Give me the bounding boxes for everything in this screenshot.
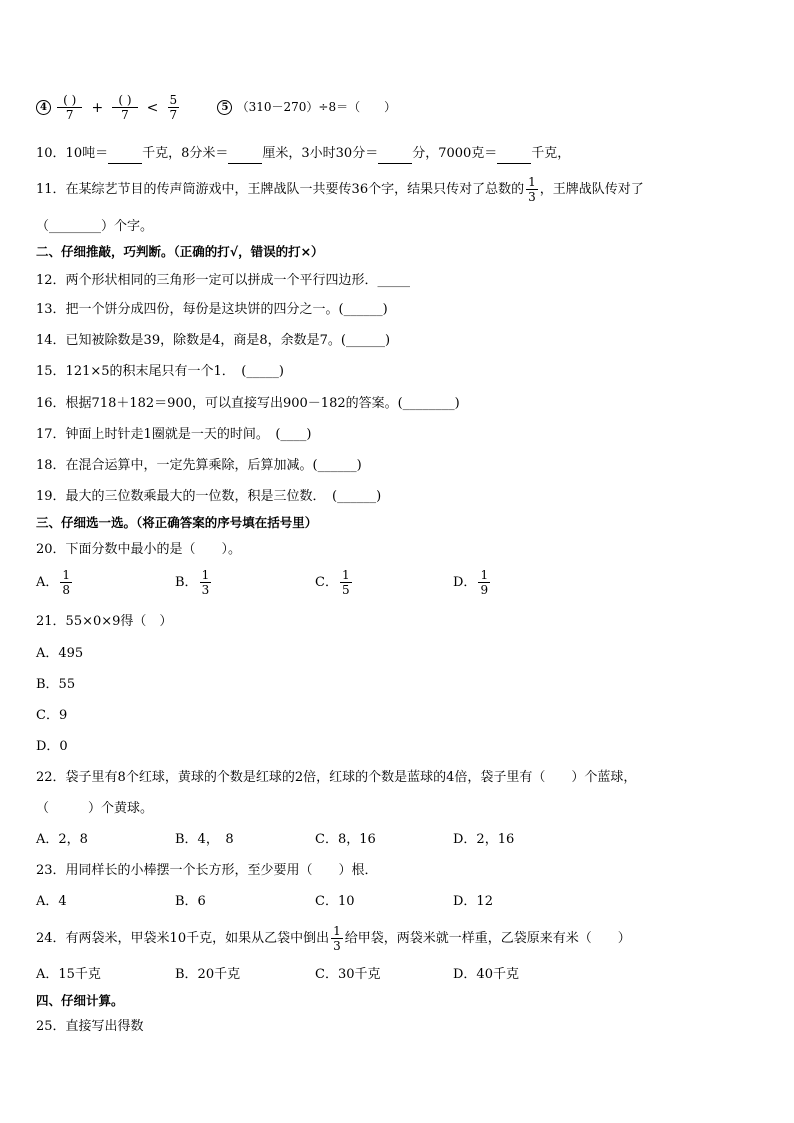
option-a[interactable] [36, 568, 74, 597]
fraction-c-numerator: 5 [169, 93, 178, 107]
fraction-numerator: 1 [201, 568, 210, 582]
question-22-line-2: （ ）个黄球。 [36, 801, 154, 816]
option-d[interactable]: D．0 [36, 739, 68, 754]
section-2-heading: 二、仔细推敲，巧判断。（正确的打√，错误的打×） [36, 244, 324, 259]
option-b[interactable]: B．6 [175, 894, 206, 909]
fraction-one-third [331, 924, 343, 953]
question-23 [36, 862, 378, 880]
question-text: 直接写出得数 [65, 1019, 144, 1034]
question-22 [36, 769, 636, 787]
question-number: 18． [36, 458, 66, 473]
option-b[interactable]: B．55 [36, 677, 76, 692]
option-d[interactable] [453, 568, 492, 597]
fraction-denominator: 8 [62, 583, 71, 597]
question-21 [36, 613, 172, 631]
option-d[interactable]: D．40千克 [453, 967, 519, 982]
option-fraction [340, 568, 352, 597]
option-label: B． [175, 575, 198, 590]
question-text: 用同样长的小棒摆一个长方形，至少要用（ ）根． [65, 863, 378, 878]
option-a[interactable]: A．15千克 [36, 967, 101, 982]
fraction-denominator: 9 [480, 583, 489, 597]
question-number: 23． [36, 863, 66, 878]
fraction-denominator: 3 [528, 190, 536, 204]
question-number: 12． [36, 273, 66, 288]
question-24 [36, 922, 631, 956]
fraction-numerator: 1 [528, 175, 536, 189]
judge-item [36, 363, 284, 381]
answer-blank[interactable] [228, 145, 262, 164]
fraction-five-sevenths [168, 93, 180, 122]
q10-part-4: 分，7000克＝ [412, 146, 498, 161]
question-number: 20． [36, 542, 66, 557]
question-number: 21． [36, 614, 66, 629]
question-9-row [36, 88, 396, 127]
option-label: A． [36, 575, 59, 590]
q10-part-1: 10吨＝ [65, 146, 109, 161]
fraction-numerator: 1 [333, 924, 341, 938]
section-4-heading: 四、仔细计算。 [36, 993, 124, 1008]
question-number: 13． [36, 302, 66, 317]
question-number: 16． [36, 396, 66, 411]
q11-text-a: 在某综艺节目的传声筒游戏中，王牌战队一共要传36个字，结果只传对了总数的 [65, 182, 525, 197]
judge-text: 两个形状相同的三角形一定可以拼成一个平行四边形．_____ [65, 273, 411, 288]
judge-text: 已知被除数是39，除数是4，商是8，余数是7。(______) [65, 333, 391, 348]
option-c[interactable] [315, 568, 354, 597]
question-number: 25． [36, 1019, 66, 1034]
judge-text: 钟面上时针走1圈就是一天的时间。 (____) [65, 427, 312, 442]
fraction-numerator: 1 [480, 568, 489, 582]
item-5-marker: 5 [217, 100, 232, 115]
question-10 [36, 145, 570, 164]
judge-item [36, 395, 460, 413]
judge-text: 根据718＋182＝900，可以直接写出900－182的答案。(________) [65, 396, 460, 411]
judge-item [36, 457, 362, 475]
option-fraction [478, 568, 490, 597]
judge-item [36, 488, 381, 506]
question-25 [36, 1018, 144, 1036]
question-11-line-2: （________）个字。 [36, 219, 154, 234]
fraction-a-denominator: 7 [65, 108, 74, 122]
option-fraction [60, 568, 72, 597]
answer-blank[interactable] [378, 145, 412, 164]
option-c[interactable]: C．8，16 [315, 832, 376, 847]
option-a[interactable]: A．495 [36, 646, 84, 661]
fraction-numerator: 1 [62, 568, 71, 582]
fraction-b-denominator: 7 [121, 108, 129, 122]
fraction-b-numerator: ( ) [112, 93, 137, 108]
item-5-expression: （310－270）÷8＝（ ） [236, 100, 397, 114]
plus-sign: + [91, 99, 104, 116]
option-d[interactable]: D．12 [453, 894, 493, 909]
judge-item [36, 272, 410, 290]
option-c[interactable]: C．30千克 [315, 967, 381, 982]
q10-part-3: 厘米，3小时30分＝ [262, 146, 379, 161]
fraction-denominator: 3 [201, 583, 210, 597]
question-number: 14． [36, 333, 66, 348]
fraction-blank-b [112, 93, 137, 122]
option-label: C． [315, 575, 338, 590]
option-a[interactable]: A．2，8 [36, 832, 88, 847]
option-b[interactable] [175, 568, 213, 597]
judge-text: 把一个饼分成四份，每份是这块饼的四分之一。(______) [65, 302, 388, 317]
question-number: 11． [36, 182, 66, 197]
q24-text-b: 给甲袋，两袋米就一样重，乙袋原来有米（ ） [344, 931, 631, 946]
option-c[interactable]: C．10 [315, 894, 355, 909]
question-number: 10． [36, 146, 66, 161]
judge-text: 121×5的积末尾只有一个1． (_____) [65, 364, 284, 379]
option-a[interactable]: A．4 [36, 894, 67, 909]
item-4-marker: 4 [36, 100, 51, 115]
section-3-heading: 三、仔细选一选。（将正确答案的序号填在括号里） [36, 515, 318, 530]
judge-text: 在混合运算中，一定先算乘除，后算加减。(______) [65, 458, 362, 473]
question-number: 24． [36, 931, 66, 946]
option-d[interactable]: D．2，16 [453, 832, 515, 847]
option-fraction [200, 568, 212, 597]
less-than-sign: < [146, 99, 159, 116]
fraction-c-denominator: 7 [169, 108, 178, 122]
option-label: D． [453, 575, 477, 590]
fraction-one-third [526, 175, 538, 204]
question-text: 55×0×9得（ ） [65, 614, 173, 629]
q10-part-5: 千克， [531, 146, 571, 161]
fraction-blank-a [57, 93, 82, 122]
option-c[interactable]: C．9 [36, 708, 68, 723]
q10-part-2: 千克，8分米＝ [142, 146, 229, 161]
option-b[interactable]: B．4， 8 [175, 832, 234, 847]
q11-text-b: ，王牌战队传对了 [539, 182, 644, 197]
question-number: 15． [36, 364, 66, 379]
question-number: 22． [36, 770, 66, 785]
fraction-numerator: 1 [341, 568, 350, 582]
judge-item [36, 301, 388, 319]
question-text: 下面分数中最小的是（ ）。 [65, 542, 242, 557]
answer-blank[interactable] [497, 145, 531, 164]
fraction-a-numerator: ( ) [57, 93, 82, 108]
judge-item [36, 426, 311, 444]
question-20 [36, 541, 241, 559]
option-b[interactable]: B．20千克 [175, 967, 241, 982]
judge-item [36, 332, 390, 350]
fraction-denominator: 3 [333, 939, 341, 953]
fraction-denominator: 5 [341, 583, 350, 597]
question-text: 袋子里有8个红球，黄球的个数是红球的2倍，红球的个数是蓝球的4倍，袋子里有（ ）个蓝球， [65, 770, 637, 785]
judge-text: 最大的三位数乘最大的一位数，积是三位数． (______) [65, 489, 382, 504]
question-11 [36, 172, 644, 208]
answer-blank[interactable] [108, 145, 142, 164]
question-number: 17． [36, 427, 66, 442]
question-number: 19． [36, 489, 66, 504]
q24-text-a: 有两袋米，甲袋米10千克，如果从乙袋中倒出 [65, 931, 330, 946]
